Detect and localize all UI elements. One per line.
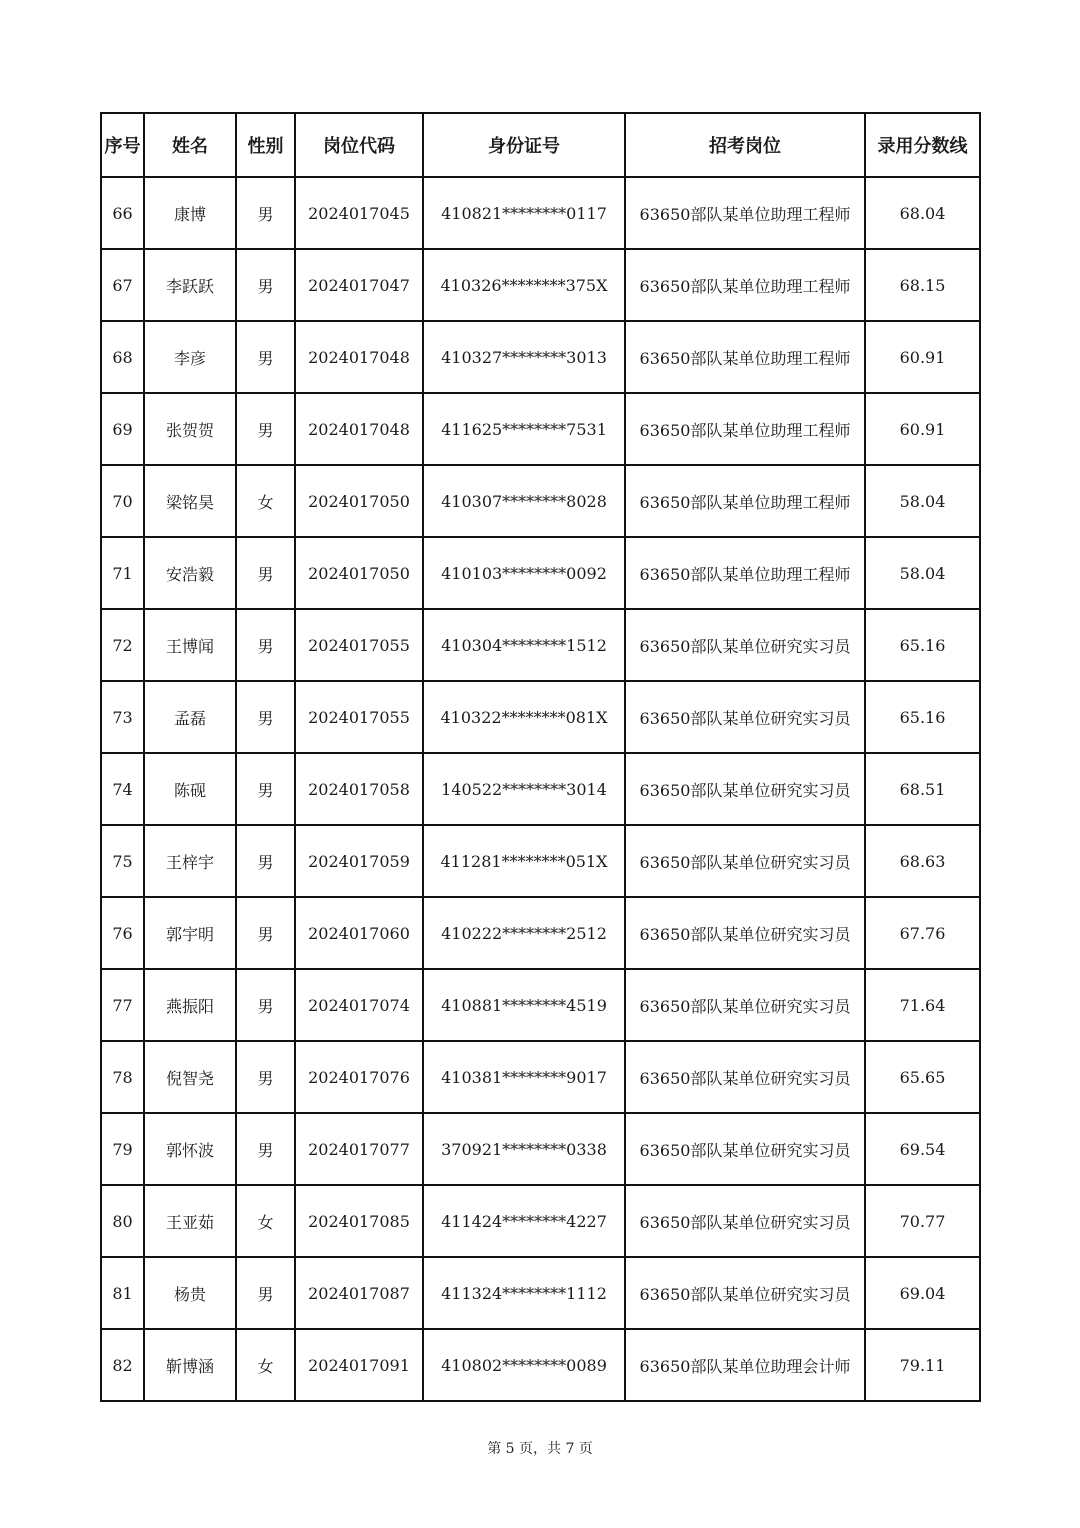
cell-post-code: 2024017060 xyxy=(295,897,423,969)
cell-id-number: 410222********2512 xyxy=(423,897,625,969)
table-row xyxy=(101,537,980,609)
cell-seq: 74 xyxy=(101,753,144,825)
cell-score: 68.15 xyxy=(865,249,980,321)
cell-seq: 76 xyxy=(101,897,144,969)
cell-post-code: 2024017076 xyxy=(295,1041,423,1113)
cell-id-number: 410322********081X xyxy=(423,681,625,753)
cell-post: 63650部队某单位研究实习员 xyxy=(625,897,865,969)
cell-post: 63650部队某单位研究实习员 xyxy=(625,1257,865,1329)
cell-post-code: 2024017048 xyxy=(295,393,423,465)
table-row xyxy=(101,465,980,537)
table-row xyxy=(101,1257,980,1329)
cell-post-code: 2024017047 xyxy=(295,249,423,321)
cell-gender: 男 xyxy=(236,969,295,1041)
cell-id-number: 410307********8028 xyxy=(423,465,625,537)
header-id-number: 身份证号 xyxy=(423,113,625,177)
cell-id-number: 410326********375X xyxy=(423,249,625,321)
table-row xyxy=(101,1113,980,1185)
cell-post-code: 2024017059 xyxy=(295,825,423,897)
cell-score: 58.04 xyxy=(865,537,980,609)
cell-post: 63650部队某单位助理工程师 xyxy=(625,393,865,465)
cell-post-code: 2024017045 xyxy=(295,177,423,249)
cell-name: 安浩毅 xyxy=(144,537,236,609)
table-row xyxy=(101,753,980,825)
table-row xyxy=(101,825,980,897)
cell-gender: 男 xyxy=(236,1041,295,1113)
cell-score: 69.54 xyxy=(865,1113,980,1185)
cell-id-number: 410103********0092 xyxy=(423,537,625,609)
cell-seq: 72 xyxy=(101,609,144,681)
table-row xyxy=(101,897,980,969)
cell-gender: 男 xyxy=(236,537,295,609)
cell-gender: 女 xyxy=(236,1329,295,1401)
cell-id-number: 411281********051X xyxy=(423,825,625,897)
cell-name: 王梓宇 xyxy=(144,825,236,897)
cell-post-code: 2024017055 xyxy=(295,681,423,753)
cell-post-code: 2024017048 xyxy=(295,321,423,393)
cell-score: 65.16 xyxy=(865,609,980,681)
cell-score: 58.04 xyxy=(865,465,980,537)
cell-post: 63650部队某单位研究实习员 xyxy=(625,969,865,1041)
cell-id-number: 410327********3013 xyxy=(423,321,625,393)
cell-post: 63650部队某单位研究实习员 xyxy=(625,1041,865,1113)
cell-post: 63650部队某单位助理会计师 xyxy=(625,1329,865,1401)
cell-seq: 71 xyxy=(101,537,144,609)
cell-post-code: 2024017087 xyxy=(295,1257,423,1329)
cell-gender: 男 xyxy=(236,393,295,465)
cell-score: 79.11 xyxy=(865,1329,980,1401)
cell-post-code: 2024017074 xyxy=(295,969,423,1041)
cell-post: 63650部队某单位助理工程师 xyxy=(625,537,865,609)
cell-seq: 82 xyxy=(101,1329,144,1401)
cell-score: 69.04 xyxy=(865,1257,980,1329)
cell-gender: 男 xyxy=(236,897,295,969)
cell-gender: 男 xyxy=(236,1113,295,1185)
cell-seq: 81 xyxy=(101,1257,144,1329)
table-row xyxy=(101,1329,980,1401)
table-header xyxy=(101,113,980,177)
cell-post: 63650部队某单位研究实习员 xyxy=(625,1113,865,1185)
cell-name: 王亚茹 xyxy=(144,1185,236,1257)
cell-id-number: 410304********1512 xyxy=(423,609,625,681)
cell-seq: 78 xyxy=(101,1041,144,1113)
cell-score: 65.65 xyxy=(865,1041,980,1113)
cell-score: 70.77 xyxy=(865,1185,980,1257)
cell-id-number: 410802********0089 xyxy=(423,1329,625,1401)
cell-name: 王博闻 xyxy=(144,609,236,681)
table-row xyxy=(101,249,980,321)
cell-score: 68.63 xyxy=(865,825,980,897)
cell-gender: 男 xyxy=(236,1257,295,1329)
cell-post: 63650部队某单位助理工程师 xyxy=(625,321,865,393)
header-post-code: 岗位代码 xyxy=(295,113,423,177)
cell-seq: 80 xyxy=(101,1185,144,1257)
cell-score: 65.16 xyxy=(865,681,980,753)
cell-seq: 77 xyxy=(101,969,144,1041)
cell-name: 郭宇明 xyxy=(144,897,236,969)
table-row xyxy=(101,177,980,249)
cell-seq: 73 xyxy=(101,681,144,753)
cell-post-code: 2024017055 xyxy=(295,609,423,681)
cell-name: 倪智尧 xyxy=(144,1041,236,1113)
table-row xyxy=(101,1041,980,1113)
cell-gender: 男 xyxy=(236,609,295,681)
cell-name: 孟磊 xyxy=(144,681,236,753)
cell-post: 63650部队某单位研究实习员 xyxy=(625,609,865,681)
cell-gender: 男 xyxy=(236,825,295,897)
cell-gender: 男 xyxy=(236,321,295,393)
cell-seq: 75 xyxy=(101,825,144,897)
header-score: 录用分数线 xyxy=(865,113,980,177)
cell-seq: 69 xyxy=(101,393,144,465)
cell-post: 63650部队某单位研究实习员 xyxy=(625,825,865,897)
cell-post: 63650部队某单位助理工程师 xyxy=(625,465,865,537)
cell-seq: 68 xyxy=(101,321,144,393)
cell-name: 李彦 xyxy=(144,321,236,393)
cell-score: 68.04 xyxy=(865,177,980,249)
cell-post: 63650部队某单位研究实习员 xyxy=(625,1185,865,1257)
cell-name: 杨贵 xyxy=(144,1257,236,1329)
cell-id-number: 410381********9017 xyxy=(423,1041,625,1113)
cell-seq: 67 xyxy=(101,249,144,321)
table-row xyxy=(101,609,980,681)
admission-table xyxy=(100,112,981,1402)
cell-name: 靳博涵 xyxy=(144,1329,236,1401)
cell-score: 68.51 xyxy=(865,753,980,825)
page-footer: 第 5 页，共 7 页 xyxy=(487,1441,593,1457)
cell-post-code: 2024017058 xyxy=(295,753,423,825)
cell-gender: 男 xyxy=(236,681,295,753)
cell-id-number: 411324********1112 xyxy=(423,1257,625,1329)
cell-gender: 男 xyxy=(236,177,295,249)
cell-seq: 66 xyxy=(101,177,144,249)
table-row xyxy=(101,1185,980,1257)
cell-score: 67.76 xyxy=(865,897,980,969)
cell-id-number: 140522********3014 xyxy=(423,753,625,825)
cell-post-code: 2024017050 xyxy=(295,537,423,609)
cell-id-number: 410881********4519 xyxy=(423,969,625,1041)
table-row xyxy=(101,969,980,1041)
cell-post-code: 2024017085 xyxy=(295,1185,423,1257)
header-gender: 性别 xyxy=(236,113,295,177)
table-body xyxy=(101,177,980,1401)
cell-post-code: 2024017077 xyxy=(295,1113,423,1185)
cell-id-number: 410821********0117 xyxy=(423,177,625,249)
cell-name: 李跃跃 xyxy=(144,249,236,321)
cell-seq: 79 xyxy=(101,1113,144,1185)
table-row xyxy=(101,681,980,753)
cell-seq: 70 xyxy=(101,465,144,537)
cell-name: 陈砚 xyxy=(144,753,236,825)
cell-gender: 女 xyxy=(236,465,295,537)
cell-id-number: 411424********4227 xyxy=(423,1185,625,1257)
header-name: 姓名 xyxy=(144,113,236,177)
cell-name: 燕振阳 xyxy=(144,969,236,1041)
cell-name: 梁铭昊 xyxy=(144,465,236,537)
header-post: 招考岗位 xyxy=(625,113,865,177)
cell-post: 63650部队某单位助理工程师 xyxy=(625,249,865,321)
cell-post: 63650部队某单位助理工程师 xyxy=(625,177,865,249)
cell-post: 63650部队某单位研究实习员 xyxy=(625,753,865,825)
cell-name: 张贺贺 xyxy=(144,393,236,465)
cell-post: 63650部队某单位研究实习员 xyxy=(625,681,865,753)
cell-score: 71.64 xyxy=(865,969,980,1041)
cell-post-code: 2024017050 xyxy=(295,465,423,537)
header-seq: 序号 xyxy=(101,113,144,177)
table-row xyxy=(101,393,980,465)
cell-name: 康博 xyxy=(144,177,236,249)
cell-id-number: 411625********7531 xyxy=(423,393,625,465)
cell-name: 郭怀波 xyxy=(144,1113,236,1185)
cell-score: 60.91 xyxy=(865,321,980,393)
header-row xyxy=(101,113,980,177)
cell-gender: 男 xyxy=(236,753,295,825)
cell-post-code: 2024017091 xyxy=(295,1329,423,1401)
cell-score: 60.91 xyxy=(865,393,980,465)
table-row xyxy=(101,321,980,393)
cell-gender: 男 xyxy=(236,249,295,321)
cell-id-number: 370921********0338 xyxy=(423,1113,625,1185)
cell-gender: 女 xyxy=(236,1185,295,1257)
